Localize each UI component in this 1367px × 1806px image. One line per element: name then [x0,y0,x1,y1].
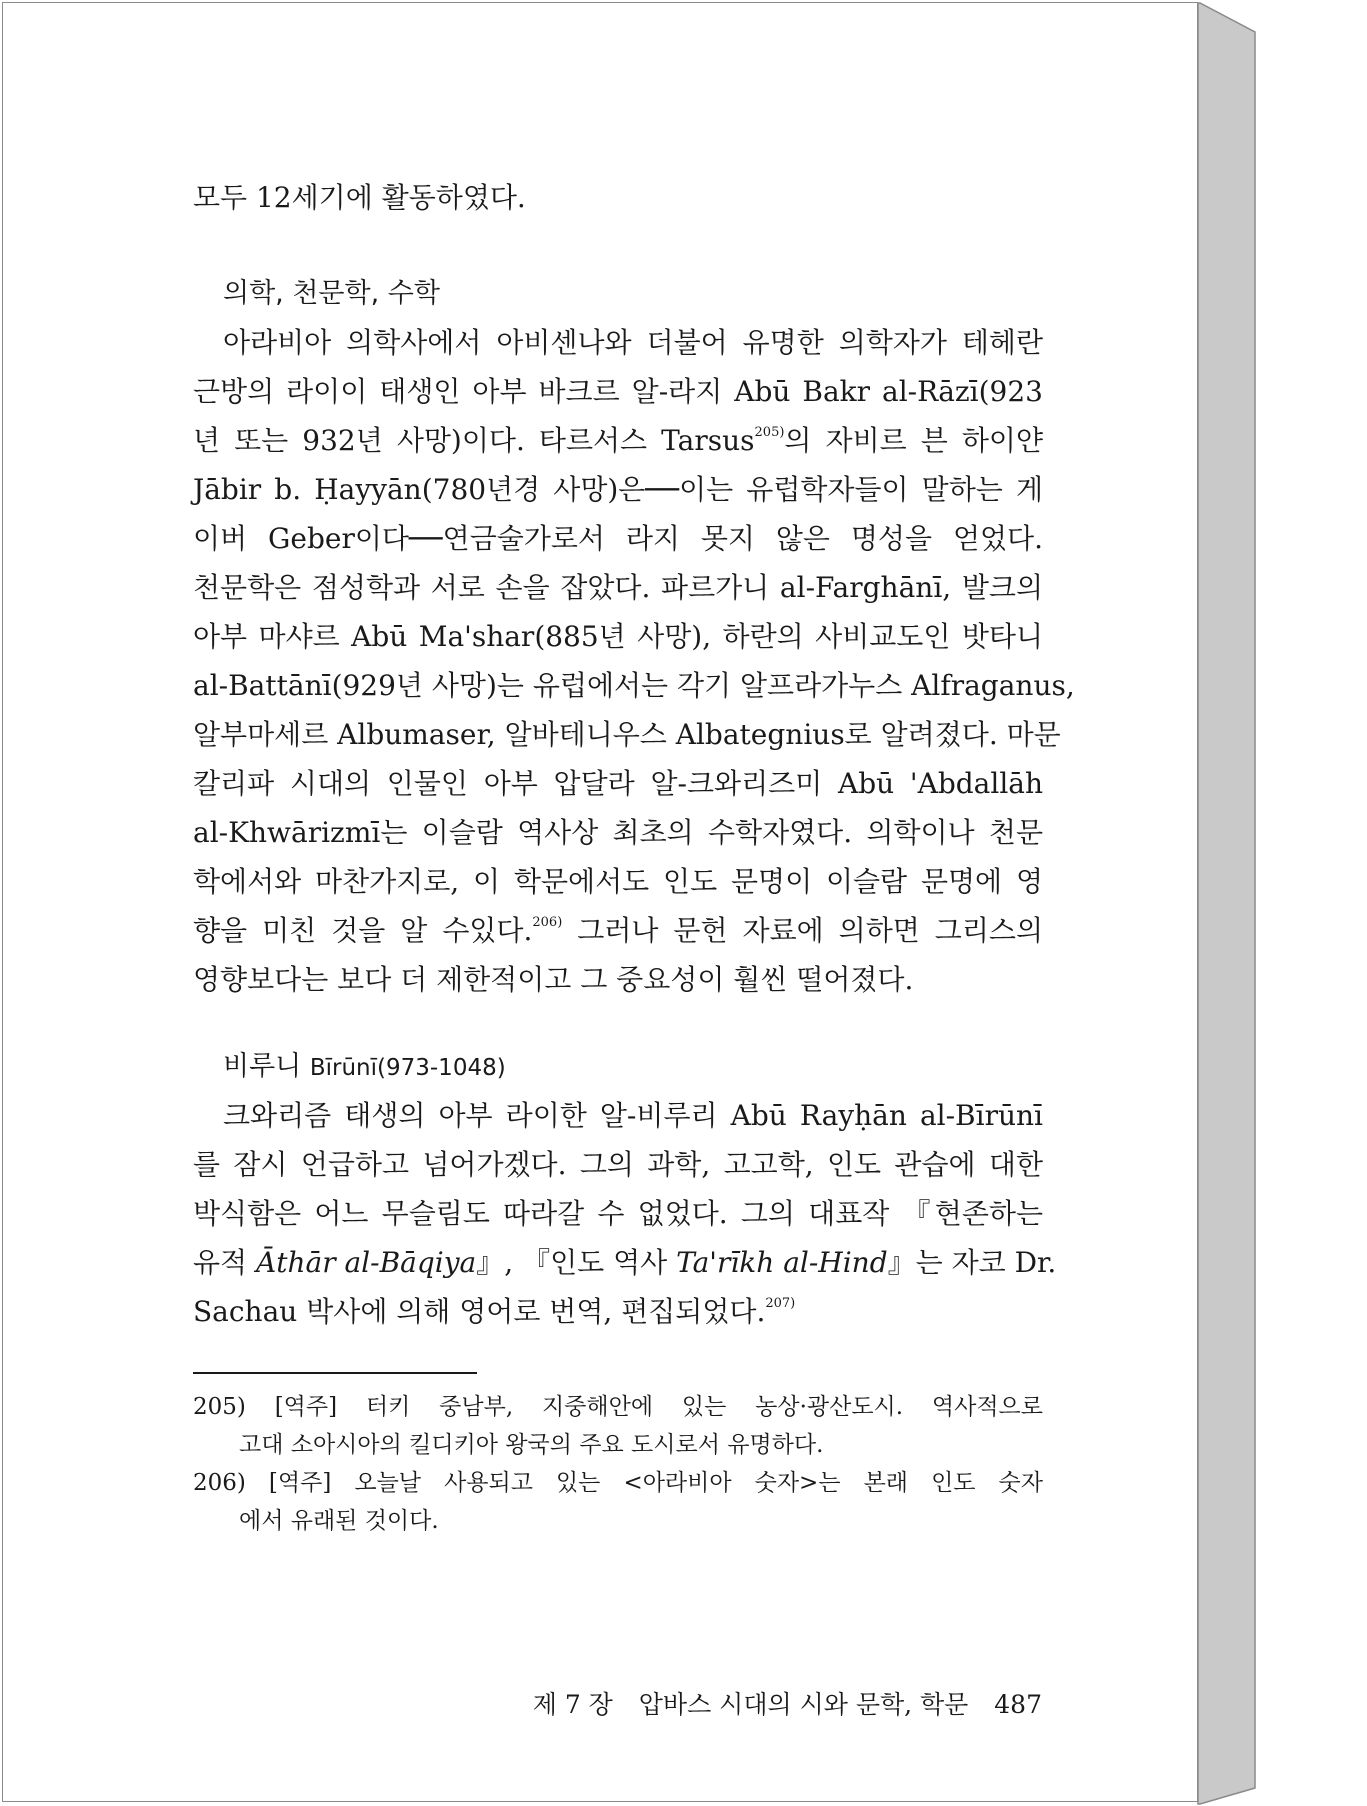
body-line: Jābir b. Ḥayyān(780년경 사망)은──이는 유럽학자들이 말하는 게 [193,473,1043,506]
book-title-tarikh: Ta'rīkh al-Hind [676,1246,888,1279]
page-content [193,173,1075,1540]
body-text: 년 또는 932년 사망)이다. 타르서스 Tarsus [193,424,755,457]
body-line: 박식함은 어느 무슬림도 따라갈 수 없었다. 그의 대표작 『현존하는 [193,1197,1043,1230]
body-line-with-footnote [193,416,1043,465]
footnote-205-cont: 고대 소아시아의 킬디키아 왕국의 주요 도시로서 유명하다. [239,1432,824,1458]
footnote-206-cont: 에서 유래된 것이다. [239,1508,439,1534]
footnote-ref-207: 207) [765,1295,796,1311]
body-line: 칼리파 시대의 인물인 아부 압달라 알-크와리즈미 Abū 'Abdallāh [193,767,1043,800]
body-line: 크와리즘 태생의 아부 라이한 알-비루리 Abū Rayḥān al-Bīrūnī [223,1099,1043,1132]
footnote-206 [193,1464,1043,1502]
heading-latin: Bīrūnī(973-1048) [309,1055,506,1081]
body-text: 』는 자코 Dr. [887,1246,1057,1279]
section-heading-medicine: 의학, 천문학, 수학 [223,278,440,309]
footnote-text: [역주] 오늘날 사용되고 있는 <아라비아 숫자>는 본래 인도 숫자 [245,1470,1043,1496]
body-line: 아라비아 의학사에서 아비센나와 더불어 유명한 의학자가 테헤란 [223,326,1043,359]
body-line: 근방의 라이이 태생인 아부 바크르 알-라지 Abū Bakr al-Rāzī(923 [193,375,1043,408]
body-line-with-footnote [193,906,1043,955]
body-line-with-footnote [193,1287,1043,1336]
body-line: al-Battānī(929년 사망)는 유럽에서는 각기 알프라가누스 Alfraganus, [193,669,1075,702]
body-text: 의 자비르 븐 하이얀 [784,424,1044,457]
body-text: 그러나 문헌 자료에 의하면 그리스의 [562,914,1043,947]
page-number: 487 [994,1690,1042,1719]
body-line: 이버 Geber이다──연금술가로서 라지 못지 않은 명성을 얻었다. [193,522,1043,555]
body-text: 』, 『인도 역사 [476,1246,677,1279]
running-footer [533,1687,1042,1723]
section-heading-biruni [193,1042,1043,1091]
footnote-205 [193,1388,1043,1426]
footnote-number: 206) [193,1470,246,1496]
heading-korean: 비루니 [223,1051,302,1082]
footnote-ref-205: 205) [754,424,785,440]
body-line: 를 잠시 언급하고 넘어가겠다. 그의 과학, 고고학, 인도 관습에 대한 [193,1148,1043,1181]
footnote-text: [역주] 터키 중남부, 지중해안에 있는 농상·광산도시. 역사적으로 [245,1394,1043,1420]
footnote-number: 205) [193,1394,246,1420]
body-line: 천문학은 점성학과 서로 손을 잡았다. 파르가니 al-Farghānī, 발크의 [193,571,1043,604]
body-text: 유적 [193,1246,256,1279]
body-line: 영향보다는 보다 더 제한적이고 그 중요성이 훨씬 떨어졌다. [193,963,914,996]
body-line: 아부 마샤르 Abū Ma'shar(885년 사망), 하란의 사비교도인 밧타니 [193,620,1043,653]
book-title-athar: Āthār al-Bāqiya [256,1246,477,1279]
footnote-ref-206: 206) [532,914,563,930]
body-line: al-Khwārizmī는 이슬람 역사상 최초의 수학자였다. 의학이나 천문 [193,816,1043,849]
body-line: 학에서와 마찬가지로, 이 학문에서도 인도 문명이 이슬람 문명에 영 [193,865,1043,898]
book-page [2,2,1198,1802]
body-line: 알부마세르 Albumaser, 알바테니우스 Albategnius로 알려졌다. 마문 [193,718,1061,751]
body-text: 향을 미친 것을 알 수있다. [193,914,533,947]
body-line-with-titles [193,1238,1057,1287]
footer-title: 압바스 시대의 시와 문학, 학문 [638,1690,969,1719]
footnote-divider [193,1372,477,1374]
body-text: Sachau 박사에 의해 영어로 번역, 편집되었다. [193,1295,766,1328]
intro-line: 모두 12세기에 활동하였다. [193,181,526,214]
footer-chapter: 제 7 장 [532,1690,613,1719]
